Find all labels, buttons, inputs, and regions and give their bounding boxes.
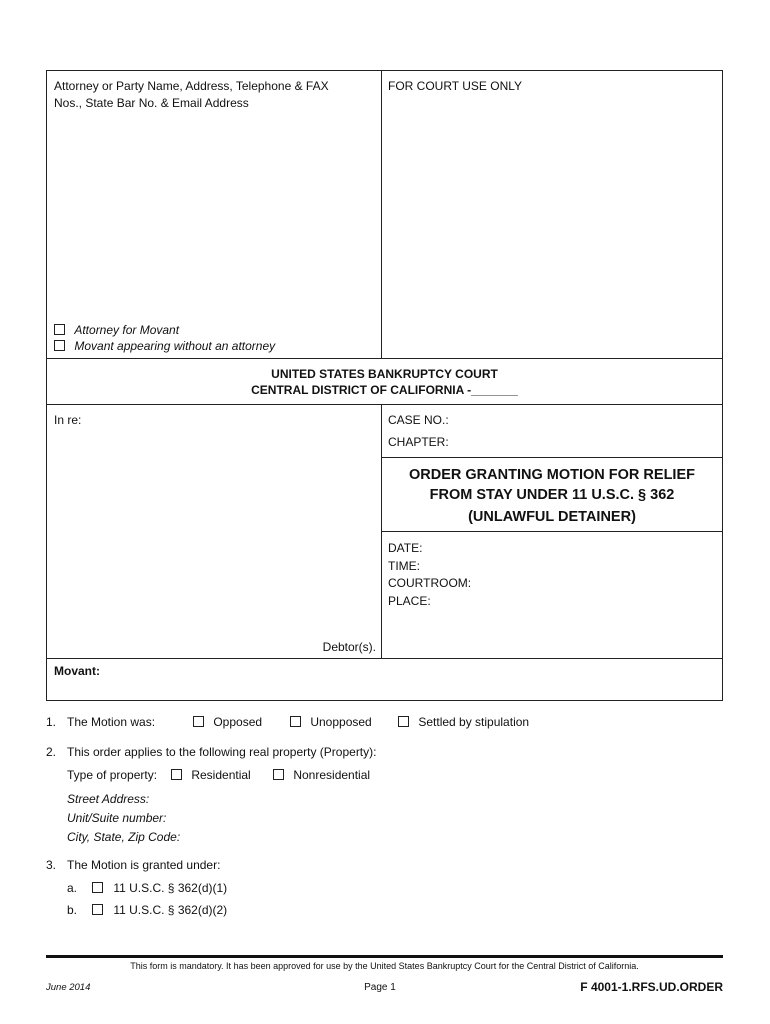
nonresidential-option[interactable]: Nonresidential — [273, 768, 370, 782]
top-box-divider — [381, 70, 382, 359]
in-re-label: In re: — [54, 413, 82, 427]
place-label: PLACE: — [388, 593, 431, 608]
item-3b-letter: b. — [67, 903, 78, 917]
footer-page: Page 1 — [364, 982, 396, 993]
order-title-separator — [381, 531, 723, 532]
court-name: UNITED STATES BANKRUPTCY COURT CENTRAL DISTRICT OF CALIFORNIA -_______ — [251, 367, 518, 397]
item-2-number: 2. — [46, 745, 57, 759]
unopposed-checkbox[interactable] — [290, 716, 301, 727]
footer-rule — [46, 955, 723, 958]
street-address-label: Street Address: — [67, 792, 150, 806]
item-3-number: 3. — [46, 858, 57, 872]
footer-form-id: F 4001-1.RFS.UD.ORDER — [580, 980, 723, 994]
item-3-label: The Motion is granted under: — [67, 858, 221, 872]
case-no-label: CASE NO.: — [388, 413, 449, 427]
stipulation-option[interactable]: Settled by stipulation — [398, 715, 529, 729]
attorney-court-box — [46, 70, 723, 359]
unit-suite-label: Unit/Suite number: — [67, 811, 167, 825]
opposed-checkbox[interactable] — [193, 716, 204, 727]
city-state-zip-label: City, State, Zip Code: — [67, 830, 181, 844]
movant-box — [46, 658, 723, 701]
type-of-property-label: Type of property: — [67, 768, 158, 782]
362d1-checkbox[interactable] — [92, 882, 103, 893]
footer-notice: This form is mandatory. It has been approved for use by the United States Bankruptcy Court for the Central District of California. — [130, 961, 639, 971]
item-2-label: This order applies to the following real property (Property): — [67, 745, 377, 759]
residential-checkbox[interactable] — [171, 769, 182, 780]
footer-date: June 2014 — [46, 982, 91, 993]
residential-option[interactable]: Residential — [171, 768, 251, 782]
opposed-option[interactable]: Opposed — [193, 715, 262, 729]
attorney-info-label: Attorney or Party Name, Address, Telephone & FAX Nos., State Bar No. & Email Address — [54, 79, 329, 110]
hearing-details — [388, 540, 471, 610]
attorney-for-movant-option[interactable]: Attorney for Movant — [54, 323, 179, 337]
unopposed-option[interactable]: Unopposed — [290, 715, 372, 729]
362d2-checkbox[interactable] — [92, 904, 103, 915]
362d2-option[interactable]: 11 U.S.C. § 362(d)(2) — [92, 903, 227, 917]
item-1-number: 1. — [46, 715, 57, 729]
stipulation-checkbox[interactable] — [398, 716, 409, 727]
362d1-option[interactable]: 11 U.S.C. § 362(d)(1) — [92, 881, 227, 895]
movant-without-attorney-option[interactable]: Movant appearing without an attorney — [54, 339, 275, 353]
item-3a-letter: a. — [67, 881, 78, 895]
movant-label: Movant: — [54, 664, 100, 678]
date-label: DATE: — [388, 541, 423, 555]
order-title: ORDER GRANTING MOTION FOR RELIEF FROM STAY UNDER 11 U.S.C. § 362 (UNLAWFUL DETAINER) — [409, 467, 695, 525]
property-address-fields — [67, 790, 180, 847]
debtors-label: Debtor(s). — [322, 640, 376, 654]
attorney-for-movant-checkbox[interactable] — [54, 324, 65, 335]
court-use-only-label: FOR COURT USE ONLY — [388, 79, 523, 93]
courtroom-label: COURTROOM: — [388, 576, 472, 590]
item-1-label: The Motion was: — [67, 715, 156, 729]
nonresidential-checkbox[interactable] — [273, 769, 284, 780]
case-no-separator — [381, 457, 723, 458]
chapter-label: CHAPTER: — [388, 435, 449, 449]
time-label: TIME: — [388, 558, 420, 573]
movant-without-attorney-checkbox[interactable] — [54, 340, 65, 351]
